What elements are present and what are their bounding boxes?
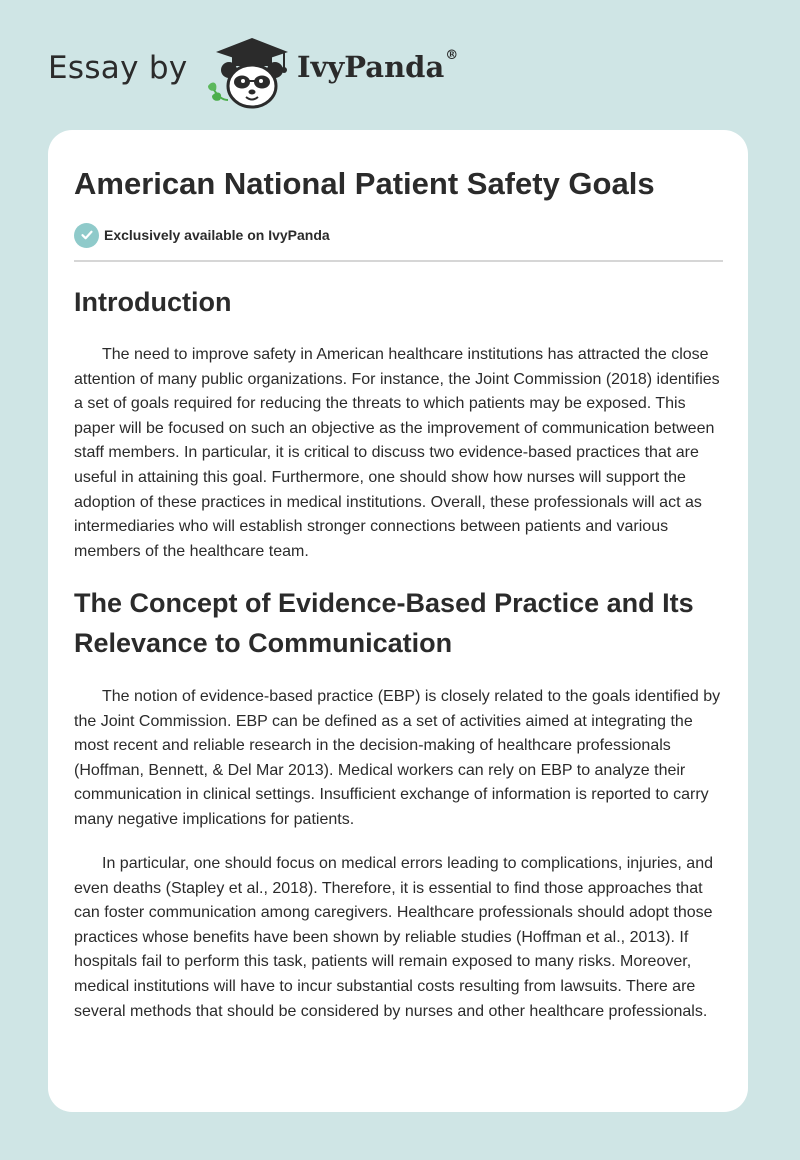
divider <box>74 260 723 262</box>
section-heading-introduction: Introduction <box>74 287 232 317</box>
section-heading-ebp: The Concept of Evidence-Based Practice and Its Relevance to Communication <box>74 588 694 658</box>
essay-card <box>48 130 748 1112</box>
site-header <box>48 30 508 110</box>
paragraph: In particular, one should focus on medical errors leading to complications, injuries, and even deaths (Stapley et al., 2018). Therefore, it is essential to find those approaches that can foster communication among caregivers. Healthcare professionals should adopt those practices whose benefits have been shown by reliable studies (Hoffman et al., 2013). If hospitals fail to perform this task, patients will remain exposed to many risks. Moreover, medical institutions will have to incur substantial costs resulting from lawsuits. There are several methods that should be considered by nurses and other healthcare professionals. <box>74 855 713 1020</box>
paragraph: The need to improve safety in American healthcare institutions has attracted the close attention of many public organizations. For instance, the Joint Commission (2018) identifies a set of goals required for reducing the threats to which patients may be exposed. This paper will be focused on such an objective as the improvement of communication between staff members. In particular, it is critical to discuss two evidence-based practices that are useful in attaining this goal. Furthermore, one should show how nurses will support the adoption of these practices in medical institutions. Overall, these professionals will act as intermediaries who will establish stronger connections between patients and various members of the healthcare team. <box>74 346 720 560</box>
paragraph: The notion of evidence-based practice (EBP) is closely related to the goals identified by the Joint Commission. EBP can be defined as a set of activities aimed at integrating the most recent and reliable research in the decision-making of healthcare professionals (Hoffman, Bennett, & Del Mar 2013). Medical workers can rely on EBP to analyze their communication in clinical settings. Insufficient exchange of information is reported to carry many negative implications for patients. <box>74 688 721 828</box>
ivypanda-logo-icon[interactable] <box>202 34 294 110</box>
essay-by-label: Essay by <box>48 50 188 86</box>
page-title: American National Patient Safety Goals <box>74 166 655 201</box>
check-circle-icon <box>74 223 99 248</box>
exclusive-badge-label: Exclusively available on IvyPanda <box>104 227 330 243</box>
brand-name[interactable]: IvyPanda® <box>297 48 459 84</box>
exclusive-badge <box>74 222 330 248</box>
